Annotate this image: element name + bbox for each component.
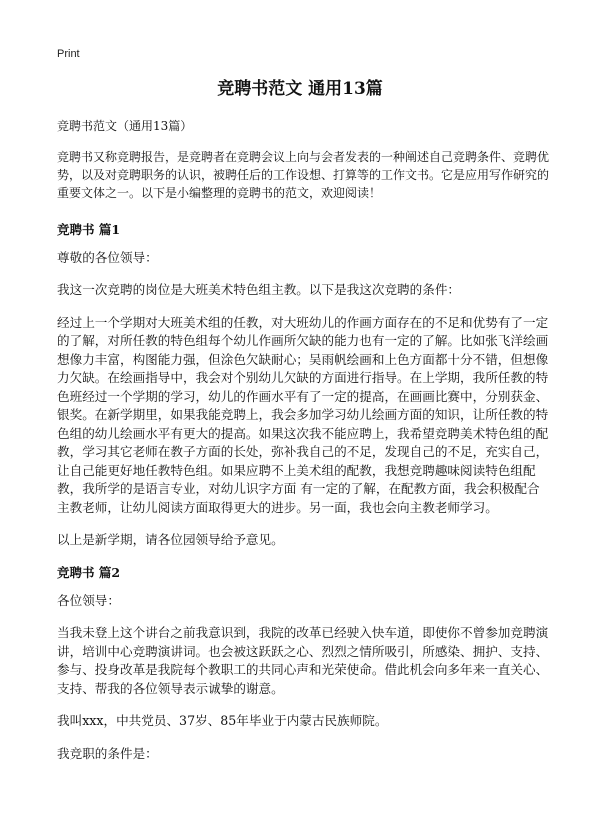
section-heading: 竞聘书 篇1 <box>57 221 121 237</box>
intro-paragraph: 竞聘书又称竞聘报告，是竞聘者在竞聘会议上向与会者发表的一种阐述自己竞聘条件、竞聘优势，以及对竞聘职务的认识，被聘任后的工作设想、打算等的工作文书。它是应用写作研究的重要文体之一。以下是小编整理的竞聘书的范文，欢迎阅读！ <box>57 149 550 200</box>
paragraph: 我叫xxx，中共党员、37岁、85年毕业于内蒙古民族师院。 <box>57 713 388 728</box>
paragraph: 以上是新学期，请各位园领导给予意见。 <box>57 532 284 547</box>
document-title: 竞聘书范文 通用13篇 <box>217 79 383 99</box>
document-body <box>57 118 549 777</box>
paragraph: 当我未登上这个讲台之前我意识到，我院的改革已经驶入快车道，即使你不曾参加竞聘演讲，培训中心竞聘演讲词。也会被这跃跃之心、烈烈之情所吸引，所感染、拥护、支持、参与、投身改革是我院每个教职工的共同心声和光荣使命。借此机会向多年来一直关心、支持、帮我的各位领导表示诚挚的谢意。 <box>57 625 549 696</box>
section-1 <box>57 221 549 550</box>
salutation: 各位领导： <box>57 592 120 608</box>
document-subtitle: 竞聘书范文（通用13篇） <box>57 119 193 133</box>
paragraph: 我这一次竞聘的岗位是大班美术特色组主教。以下是我这次竞聘的条件： <box>57 282 460 297</box>
section-heading: 竞聘书 篇2 <box>57 564 121 580</box>
paragraph: 我竞职的条件是： <box>57 745 158 761</box>
section-2 <box>57 564 549 764</box>
paragraph: 经过上一个学期对大班美术组的任教，对大班幼儿的作画方面存在的不足和优势有了一定的了解，对所任教的特色组每个幼儿作画所欠缺的能力也有一定的了解。比如张飞洋绘画想像力丰富，构图能力强，但涂色欠缺耐心；吴雨帆绘画和上色方面都十分不错，但想像力欠缺。在绘画指导中，我会对个别幼儿欠缺的方面进行指导。在上学期，我所任教的特色班经过一个学期的学习，幼儿的作画水平有了一定的提高，在画画比赛中，分别获金、银奖。在新学期里，如果我能竞聘上，我会多加学习幼儿绘画方面的知识，让所任教的特色组的幼儿绘画水平有更大的提高。如果这次我不能应聘上，我希望竞聘美术特色组的配教，学习其它老师在教子方面的长处，弥补我自己的不足，发现自己的不足，充实自己，让自己能更好地任教特色组。如果应聘不上美术组的配教，我想竞聘趣味阅读特色组配教，我所学的是语言专业，对幼儿识字方面 有一定的了解，在配教方面，我会积极配合主教老师，让幼儿阅读方面取得更大的进步。另一面，我也会向主教老师学习。 <box>57 314 549 515</box>
salutation: 尊敬的各位领导： <box>57 249 158 265</box>
print-label: Print <box>57 48 80 60</box>
